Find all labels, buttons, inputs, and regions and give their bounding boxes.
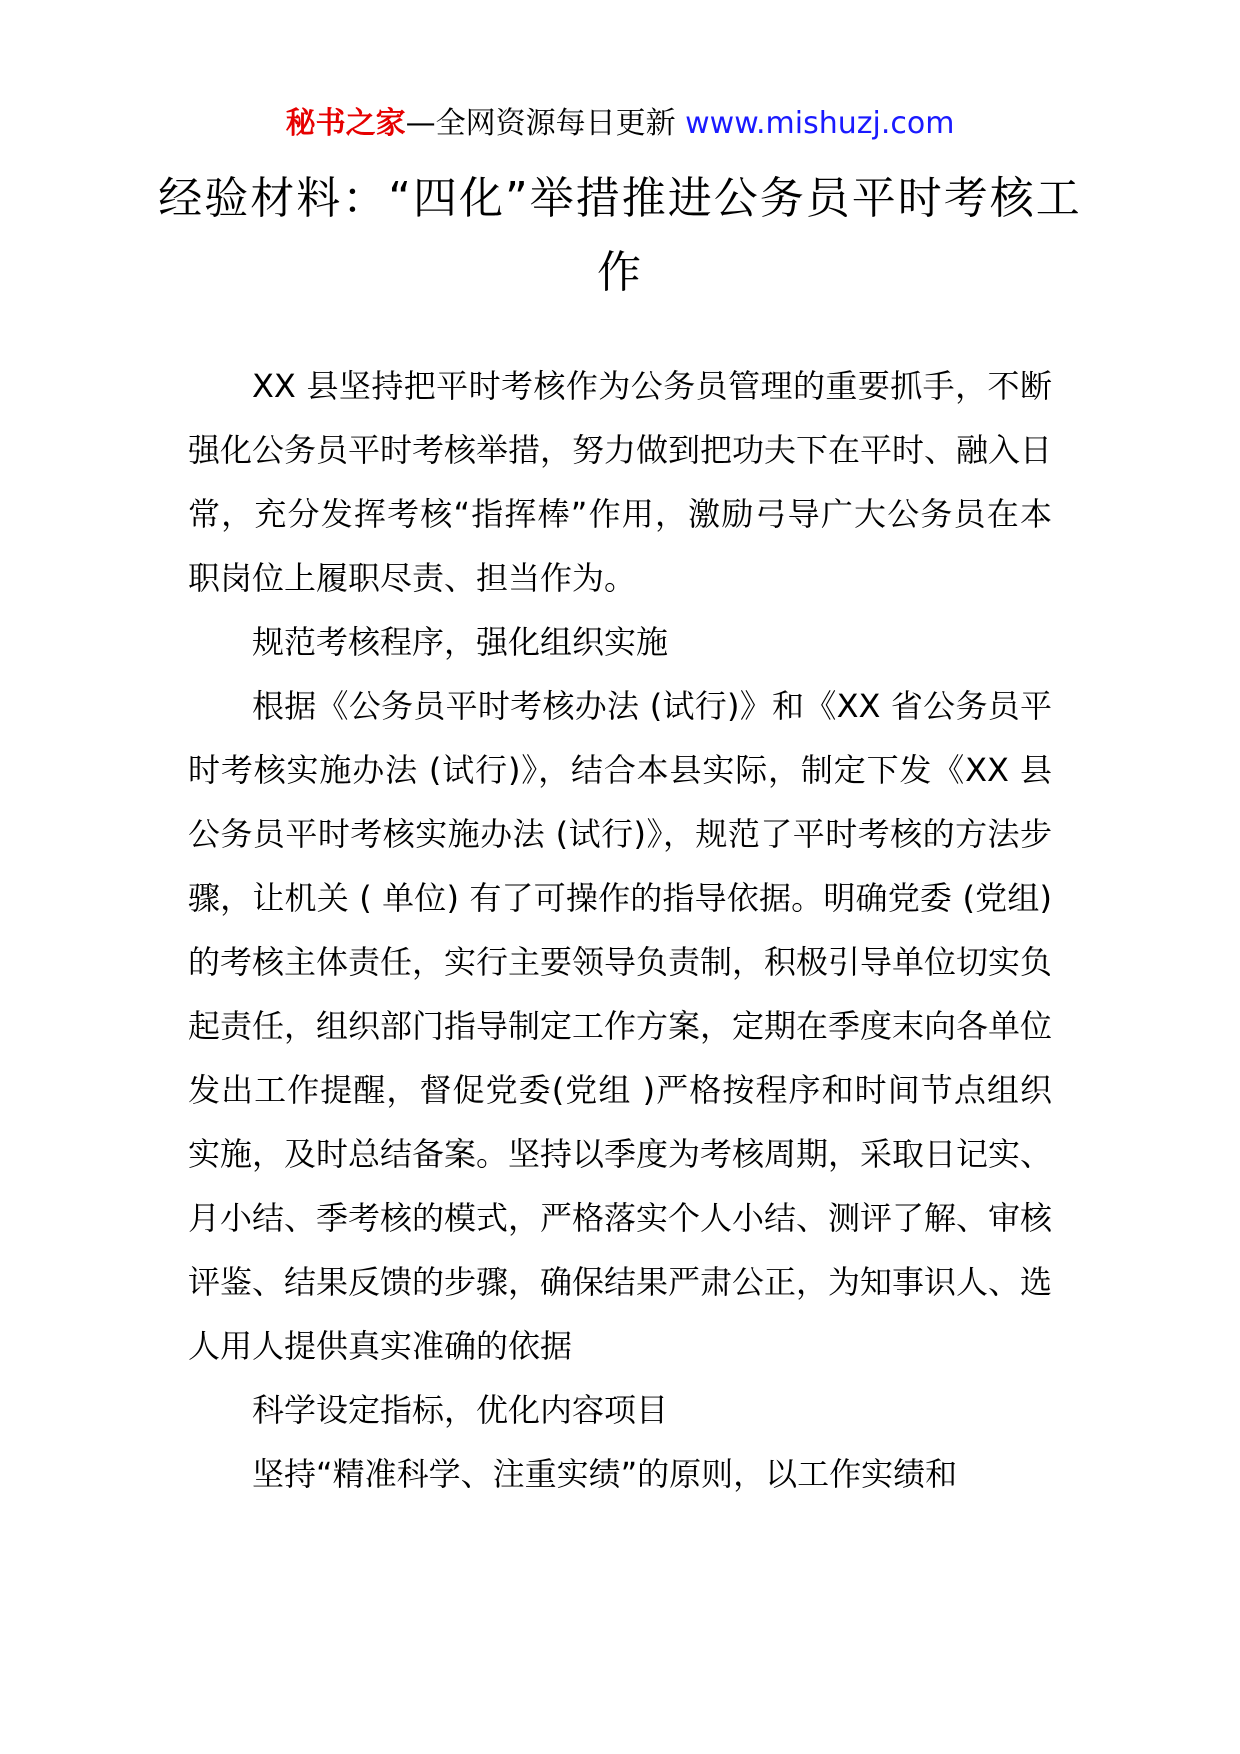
header-tagline: —全网资源每日更新 xyxy=(405,106,686,141)
paragraph-intro: XX 县坚持把平时考核作为公务员管理的重要抓手，不断强化公务员平时考核举措，努力做到把功夫下在平时、融入日常，充分发挥考核“指挥棒”作用，激励弓导广大公务员在本职岗位上履职尽责、担当作为。 xyxy=(188,367,1053,597)
section-heading-1: 规范考核程序，强化组织实施 xyxy=(252,623,669,661)
page-title: 经验材料：“四化”举措推进公务员平时考核工作 xyxy=(158,173,1082,298)
brand-name: 秘书之家 xyxy=(285,106,406,141)
section-heading-2: 科学设定指标，优化内容项目 xyxy=(252,1391,669,1429)
site-header xyxy=(0,104,1240,144)
paragraph-section-2: 坚持“精准科学、注重实绩”的原则，以工作实绩和 xyxy=(252,1455,958,1493)
paragraph-section-1: 根据《公务员平时考核办法 (试行)》和《XX 省公务员平时考核实施办法 (试行)》，结合本县实际，制定下发《XX 县公务员平时考核实施办法 (试行)》，规范了平时考核的方法步骤，让机关 ( 单位) 有了可操作的指导依据。明确党委 (党组) 的考核主体责任，实行主要领导负责制，积极引导单位切实负起责任，组织部门指导制定工作方案，定期在季度末向各单位发出工作提醒，督促党委(党组 )严格按程序和时间节点组织实施，及时总结备案。坚持以季度为考核周期，采取日记实、月小结、季考核的模式，严格落实个人小结、测评了解、审核评鉴、结果反馈的步骤，确保结果严肃公正，为知事识人、选人用人提供真实准确的依据 xyxy=(188,687,1053,1365)
document-body xyxy=(188,354,1052,1506)
site-url-link[interactable]: www.mishuzj.com xyxy=(685,106,955,141)
